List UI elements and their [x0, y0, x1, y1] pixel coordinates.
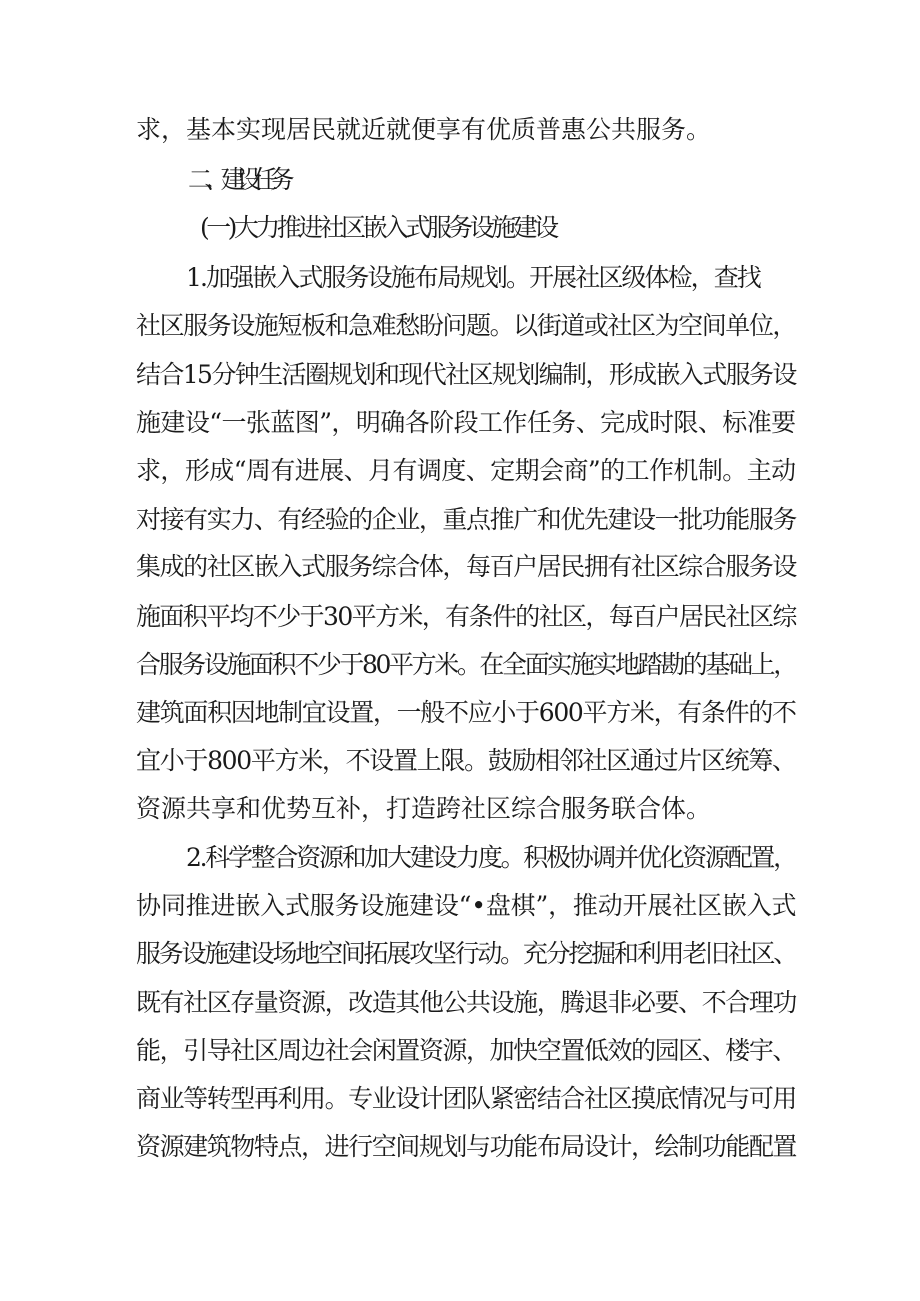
text-line-15: 资源共享和优势互补，打造跨社区综合服务联合体。	[136, 794, 712, 823]
subsection-heading: (一)大力推进社区嵌入式服务设施建设	[200, 213, 556, 242]
text-line-14: 宜小于800平方米，不设置上限。鼓励相邻社区通过片区统筹、	[136, 746, 796, 775]
text-line-18: 服务设施建设场地空间拓展攻坚行动。充分挖掘和利用老旧社区、	[136, 939, 797, 968]
text-line-21: 商业等转型再利用。专业设计团队紧密结合社区摸底情况与可用	[136, 1084, 797, 1113]
text-line-10: 集成的社区嵌入式服务综合体，每百户居民拥有社区综合服务设	[136, 552, 797, 581]
text-line-16: 2.科学整合资源和加大建设力度。积极协调并优化资源配置，	[186, 843, 796, 872]
text-line-1: 求，基本实现居民就近就便享有优质普惠公共服务。	[136, 115, 712, 144]
section-heading: 二、建设任务	[188, 165, 287, 194]
text-line-17: 协同推进嵌入式服务设施建设“•盘棋”，推动开展社区嵌入式	[136, 891, 797, 920]
text-line-4: 1.加强嵌入式服务设施布局规划。开展社区级体检，查找	[186, 263, 760, 292]
text-line-6: 结合15分钟生活圈规划和现代社区规划编制，形成嵌入式服务设	[136, 360, 796, 389]
text-line-12: 合服务设施面积不少于80平方米。在全面实施实地踏勘的基础上，	[136, 650, 796, 679]
text-line-22: 资源建筑物特点，进行空间规划与功能布局设计，绘制功能配置	[136, 1132, 797, 1161]
text-line-13: 建筑面积因地制宜设置，一般不应小于600平方米，有条件的不	[136, 698, 796, 727]
text-line-11: 施面积平均不少于30平方米，有条件的社区，每百户居民社区综	[136, 602, 796, 631]
text-line-20: 能，引导社区周边社会闲置资源，加快空置低效的园区、楼宇、	[136, 1036, 797, 1065]
text-line-9: 对接有实力、有经验的企业，重点推广和优先建设一批功能服务	[136, 505, 797, 534]
text-line-8: 求，形成“周有进展、月有调度、定期会商”的工作机制。主动	[136, 456, 796, 485]
text-line-19: 既有社区存量资源，改造其他公共设施，腾退非必要、不合理功	[136, 988, 797, 1017]
text-line-7: 施建设“一张蓝图”，明确各阶段工作任务、完成时限、标准要	[136, 408, 796, 437]
text-line-5: 社区服务设施短板和急难愁盼问题。以街道或社区为空间单位，	[136, 311, 797, 340]
